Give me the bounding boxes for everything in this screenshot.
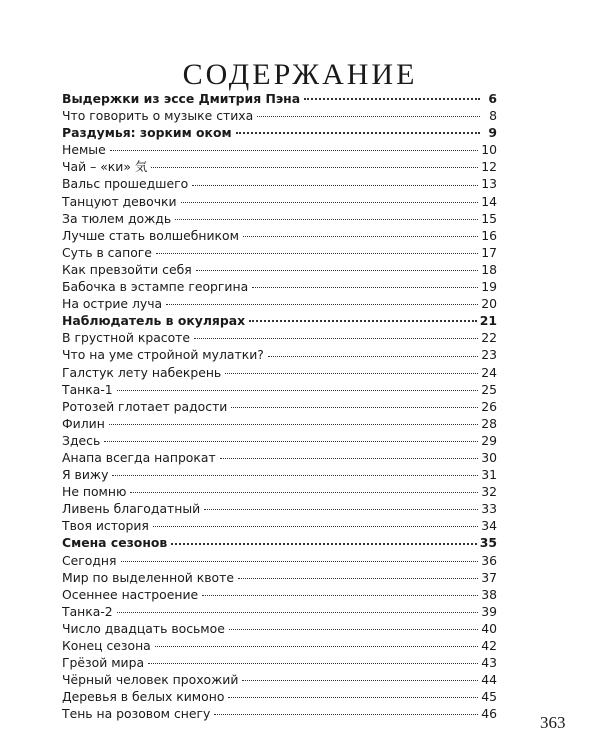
toc-entry-page: 32: [481, 484, 497, 500]
toc-entry-page: 22: [481, 330, 497, 346]
toc-entry-page: 42: [481, 638, 497, 653]
dot-leader: [228, 697, 478, 698]
toc-entry-title: За тюлем дождь: [62, 210, 172, 226]
toc-entry: [62, 210, 497, 227]
toc-entry: [62, 295, 497, 312]
toc-entry: [62, 278, 497, 295]
dot-leader: [220, 458, 479, 459]
dot-leader: [104, 441, 478, 442]
toc-entry-title: Танка-1: [62, 381, 113, 397]
toc-entry: [62, 227, 497, 244]
toc-entry-title: В грустной красоте: [62, 330, 191, 346]
toc-entry: [62, 244, 497, 261]
toc-section-heading: [62, 534, 497, 551]
toc-entry-title: Вальс прошедшего: [62, 176, 189, 192]
toc-entry-page: 24: [481, 364, 497, 380]
toc-entry-title: Раздумья: зорким оком: [62, 125, 232, 141]
toc-entry-title: Филин: [62, 415, 105, 431]
dot-leader: [196, 270, 479, 271]
toc-entry: [62, 620, 497, 637]
toc-entry-title: Деревья в белых кимоно: [62, 689, 225, 705]
toc-entry: [62, 671, 497, 688]
dot-leader: [181, 202, 479, 203]
toc-entry-page: 14: [481, 193, 497, 209]
toc-entry-page: 9: [488, 125, 497, 141]
toc-section-heading: [62, 90, 497, 107]
toc-entry: [62, 569, 497, 586]
toc-entry-page: 17: [481, 244, 497, 260]
dot-leader: [148, 663, 478, 664]
toc-entry-title: Чай – «ки» 気: [62, 159, 148, 175]
toc-entry-title: Что на уме стройной мулатки?: [62, 347, 264, 363]
toc-entry-page: 35: [479, 535, 497, 551]
dot-leader: [202, 595, 478, 596]
toc-entry-title: Конец сезона: [62, 638, 151, 653]
dot-leader: [109, 424, 478, 425]
toc-entry-title: Смена сезонов: [62, 535, 168, 551]
toc-entry: [62, 688, 497, 705]
toc-entry-title: На острие луча: [62, 296, 163, 312]
toc-entry-page: 40: [481, 620, 497, 636]
toc-entry-title: Галстук лету набекрень: [62, 364, 222, 380]
toc-entry: [62, 193, 497, 210]
toc-entry-page: 25: [481, 381, 497, 397]
dot-leader: [117, 390, 479, 391]
toc-entry: [62, 552, 497, 569]
dot-leader: [249, 320, 477, 322]
toc-entry-title: Сегодня: [62, 552, 117, 568]
toc-entry-title: Анапа всегда напрокат: [62, 449, 216, 465]
toc-entry-page: 46: [481, 706, 497, 722]
toc-entry-page: 33: [481, 501, 497, 517]
dot-leader: [171, 543, 477, 545]
toc-entry-title: Тень на розовом снегу: [62, 706, 211, 722]
toc-entry-page: 45: [481, 689, 497, 705]
toc-entry: [62, 175, 497, 192]
dot-leader: [112, 475, 478, 476]
toc-entry: [62, 158, 497, 175]
toc-entry: [62, 141, 497, 158]
dot-leader: [204, 509, 478, 510]
toc-entry-page: 10: [481, 142, 497, 158]
toc-entry-title: Чёрный человек прохожий: [62, 672, 239, 688]
toc-entry-page: 30: [481, 449, 497, 465]
toc-entry: [62, 466, 497, 483]
toc-entry-title: Здесь: [62, 432, 101, 448]
dot-leader: [268, 356, 478, 357]
toc-entry-title: Не помню: [62, 484, 127, 500]
dot-leader: [242, 680, 478, 681]
toc-entry-page: 15: [481, 210, 497, 226]
toc-entry-title: Ротозей глотает радости: [62, 398, 228, 414]
dot-leader: [166, 304, 478, 305]
dot-leader: [225, 373, 478, 374]
dot-leader: [231, 407, 478, 408]
dot-leader: [110, 150, 479, 151]
dot-leader: [156, 253, 478, 254]
toc-entry-page: 26: [481, 398, 497, 414]
dot-leader: [155, 646, 478, 647]
toc-entry: [62, 346, 497, 363]
toc-entry: [62, 449, 497, 466]
dot-leader: [304, 98, 480, 100]
page-title: СОДЕРЖАНИЕ: [182, 58, 418, 92]
page-number: 363: [540, 713, 566, 732]
dot-leader: [121, 561, 479, 562]
toc-entry-page: 18: [481, 261, 497, 277]
dot-leader: [257, 116, 480, 117]
dot-leader: [175, 219, 478, 220]
dot-leader: [153, 526, 478, 527]
dot-leader: [192, 185, 478, 186]
toc-entry-title: Немые: [62, 142, 106, 158]
toc-entry-title: Бабочка в эстампе георгина: [62, 279, 249, 295]
dot-leader: [243, 236, 478, 237]
dot-leader: [151, 167, 478, 168]
toc-entry-page: 23: [481, 347, 497, 363]
toc-section-heading: [62, 124, 497, 141]
toc-entry-page: 31: [481, 467, 497, 483]
toc-entry: [62, 500, 497, 517]
toc-entry-title: Лучше стать волшебником: [62, 227, 239, 243]
toc-entry-page: 16: [481, 227, 497, 243]
toc-entry-page: 34: [481, 518, 497, 534]
toc-entry: [62, 381, 497, 398]
toc-entry-page: 8: [489, 108, 497, 124]
toc-entry: [62, 637, 497, 654]
toc-entry-page: 39: [481, 603, 497, 619]
toc-entry: [62, 261, 497, 278]
dot-leader: [229, 629, 478, 630]
toc-entry-title: Танка-2: [62, 603, 113, 619]
toc-entry-title: Танцуют девочки: [62, 193, 177, 209]
toc-entry: [62, 432, 497, 449]
dot-leader: [238, 578, 478, 579]
toc-section-heading: [62, 312, 497, 329]
toc-entry-title: Я вижу: [62, 467, 109, 483]
toc-entry: [62, 517, 497, 534]
toc-entry-title: Число двадцать восьмое: [62, 620, 225, 636]
toc-entry: [62, 398, 497, 415]
dot-leader: [214, 714, 478, 715]
toc-entry-title: Суть в сапоге: [62, 244, 152, 260]
toc-entry-page: 13: [481, 176, 497, 192]
toc-entry-page: 12: [481, 159, 497, 175]
toc-entry-page: 28: [481, 415, 497, 431]
toc-entry-title: Что говорить о музыке стиха: [62, 108, 254, 124]
toc-entry-page: 20: [481, 296, 497, 312]
toc-entry-title: Наблюдатель в окулярах: [62, 313, 246, 329]
toc-entry: [62, 329, 497, 346]
toc-entry-page: 36: [481, 552, 497, 568]
toc-entry-title: Мир по выделенной квоте: [62, 569, 234, 585]
toc-entry: [62, 705, 497, 722]
toc-entry-page: 37: [481, 569, 497, 585]
toc-entry-title: Как превзойти себя: [62, 261, 192, 277]
toc-entry-title: Осеннее настроение: [62, 586, 199, 602]
table-of-contents: [62, 90, 497, 722]
dot-leader: [236, 132, 480, 134]
toc-entry: [62, 603, 497, 620]
toc-entry-page: 21: [479, 313, 497, 329]
toc-entry: [62, 586, 497, 603]
dot-leader: [117, 612, 479, 613]
toc-entry: [62, 415, 497, 432]
toc-entry: [62, 107, 497, 124]
toc-entry-page: 29: [481, 432, 497, 448]
dot-leader: [130, 492, 478, 493]
toc-entry-page: 6: [488, 91, 497, 106]
toc-entry: [62, 654, 497, 671]
dot-leader: [194, 338, 478, 339]
toc-entry-title: Выдержки из эссе Дмитрия Пэна: [62, 91, 301, 106]
dot-leader: [252, 287, 478, 288]
toc-entry-page: 38: [481, 586, 497, 602]
toc-entry-page: 44: [481, 672, 497, 688]
toc-entry: [62, 483, 497, 500]
toc-entry-page: 43: [481, 655, 497, 671]
toc-entry-title: Ливень благодатный: [62, 501, 201, 517]
toc-entry-title: Твоя история: [62, 518, 149, 534]
toc-entry: [62, 364, 497, 381]
toc-entry-page: 19: [481, 279, 497, 295]
toc-entry-title: Грёзой мира: [62, 655, 145, 671]
